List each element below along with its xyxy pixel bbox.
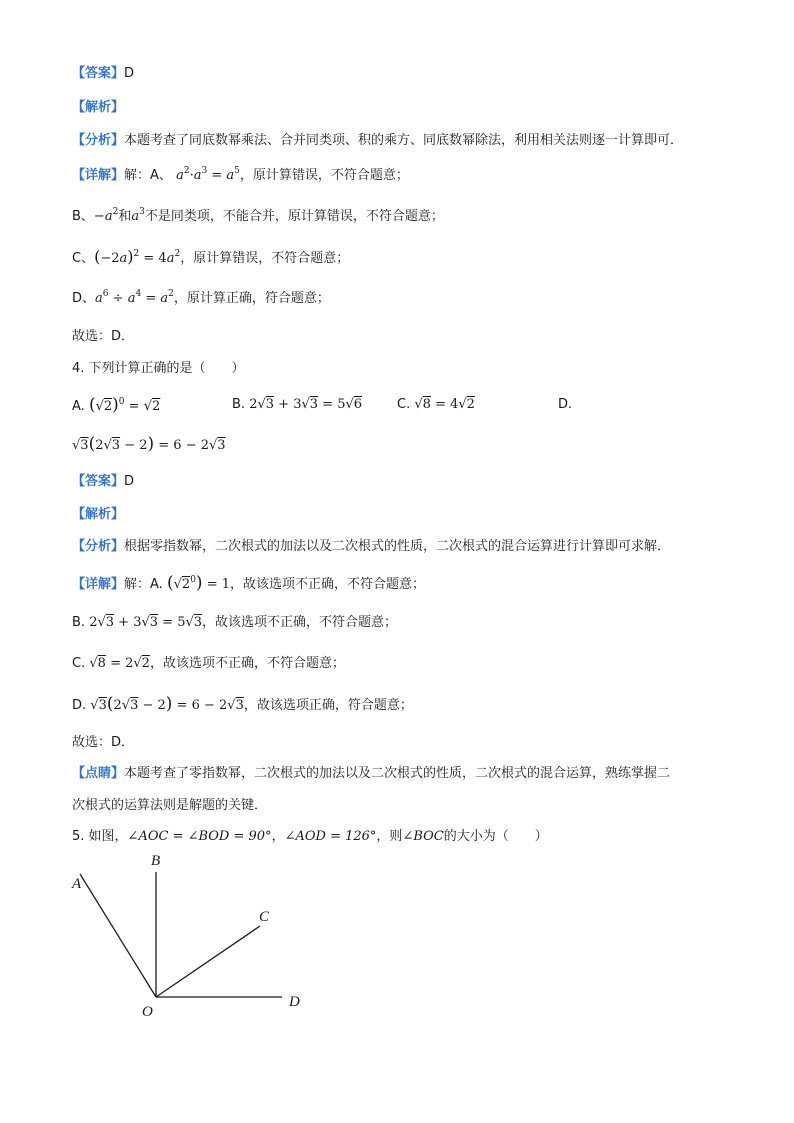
fenxi-text: 根据零指数幂，二次根式的加法以及二次根式的性质，二次根式的混合运算进行计算即可求解．: [124, 539, 671, 554]
detail-d-suffix: ，故该选项正确，符合题意；: [243, 698, 413, 713]
q4-option-d-formula: √3(2√3 − 2) = 6 − 2√3: [72, 434, 226, 454]
label-o: O: [142, 1004, 153, 1020]
q4-dianjing-line1: [72, 764, 670, 784]
analysis-tag: 【解析】: [72, 100, 125, 115]
option-c-formula: √8 = 4√2: [414, 397, 475, 412]
formula-b1: $-a^2$: [93, 207, 119, 224]
detail-d-formula: √3(2√3 − 2) = 6 − 2√3: [90, 694, 244, 714]
detail-a-prefix: 解：A、: [124, 168, 172, 183]
formula-c: $(-2a)^2 = 4a^2$: [94, 247, 181, 266]
q3-d-line: [72, 289, 330, 309]
q5-condition-1: ∠AOC = ∠BOD = 90°: [127, 829, 272, 844]
q3-b-line: [72, 207, 444, 227]
d-prefix: D、: [72, 291, 96, 306]
q4-answer-line: [72, 472, 134, 492]
ray-oc: [156, 926, 260, 997]
q4-option-a: [72, 395, 160, 417]
angle-figure: [60, 845, 320, 1030]
detail-a-suffix: ，故该选项不正确，不符合题意；: [230, 577, 426, 592]
q4-option-d-label: D.: [558, 397, 573, 412]
q3-detail-a-line: [72, 166, 409, 186]
ray-oa: [80, 874, 156, 997]
answer-value: D: [124, 66, 135, 81]
label-b: B: [151, 853, 161, 869]
answer-tag: 【答案】: [72, 474, 125, 489]
detail-a-suffix: ，原计算错误，不符合题意；: [239, 168, 409, 183]
option-a-label: A.: [72, 399, 85, 414]
detail-d-prefix: D.: [72, 698, 87, 713]
q4-detail-d-line: [72, 694, 413, 716]
label-a: A: [72, 876, 82, 892]
detail-b-prefix: B.: [72, 615, 86, 630]
formula-a: $a^2\cdot a^3 = a^5$: [176, 166, 240, 183]
q4-detail-a-line: [72, 573, 425, 595]
q5-separator: ，: [271, 829, 285, 844]
q4-option-c: [397, 395, 475, 415]
option-c-label: C.: [397, 397, 411, 412]
answer-value: D: [124, 474, 135, 489]
option-b-formula: 2√3 + 3√3 = 5√6: [249, 397, 363, 412]
fenxi-text: 本题考查了同底数幂乘法、合并同类项、积的乘方、同底数幂除法，利用相关法则逐一计算即可．: [124, 133, 684, 148]
detail-tag: 【详解】: [72, 168, 125, 183]
q5-stem-suffix: 的大小为（ ）: [443, 829, 548, 844]
detail-b-formula: 2√3 + 3√3 = 5√3: [89, 615, 203, 630]
q3-analysis-heading: [72, 98, 124, 118]
q5-condition-2: ∠AOD = 126°: [284, 829, 377, 844]
formula-d: $a^6 \div a^4 = a^2$: [95, 289, 174, 306]
q3-conclusion: 故选：D．: [72, 329, 135, 344]
q3-fenxi-line: [72, 131, 683, 151]
q4-dianjing-line2: 次根式的运算法则是解题的关键．: [72, 798, 268, 813]
q5-stem-mid: ，则: [376, 829, 403, 844]
fenxi-tag: 【分析】: [72, 133, 125, 148]
detail-a-prefix: 解：A.: [124, 577, 163, 592]
formula-b2: $a^3$: [131, 207, 145, 224]
c-prefix: C、: [72, 251, 95, 266]
q4-stem: 4. 下列计算正确的是（ ）: [72, 361, 245, 376]
detail-c-prefix: C.: [72, 656, 86, 671]
q5-target-angle: ∠BOC: [402, 829, 444, 844]
detail-c-formula: √8 = 2√2: [89, 656, 150, 671]
d-suffix: ，原计算正确，符合题意；: [173, 291, 330, 306]
fenxi-tag: 【分析】: [72, 539, 125, 554]
q4-analysis-heading: [72, 505, 124, 525]
label-d: D: [289, 994, 300, 1010]
b-prefix: B、: [72, 209, 94, 224]
detail-a-formula: $(√2^0) = 1$: [166, 573, 230, 593]
analysis-tag: 【解析】: [72, 507, 125, 522]
dianjing-text-1: 本题考查了零指数幂，二次根式的加法以及二次根式的性质，二次根式的混合运算，熟练掌握二: [124, 766, 671, 781]
c-suffix: ，原计算错误，不符合题意；: [180, 251, 350, 266]
option-a-formula: $(√2)^0 = √2$: [88, 395, 161, 415]
detail-b-suffix: ，故该选项不正确，不符合题意；: [202, 615, 398, 630]
option-b-label: B.: [232, 397, 246, 412]
q3-answer-line: [72, 64, 134, 84]
detail-tag: 【详解】: [72, 577, 125, 592]
label-c: C: [259, 909, 270, 925]
b-mid: 和: [118, 209, 132, 224]
q4-detail-b-line: [72, 613, 397, 633]
q5-stem: [72, 827, 548, 847]
q4-conclusion: 故选：D．: [72, 735, 135, 750]
answer-tag: 【答案】: [72, 66, 125, 81]
q4-fenxi-line: [72, 537, 670, 557]
b-suffix: 不是同类项，不能合并，原计算错误，不符合题意；: [144, 209, 444, 224]
detail-c-suffix: ，故该选项不正确，不符合题意；: [149, 656, 345, 671]
q5-stem-prefix: 5. 如图，: [72, 829, 128, 844]
q3-c-line: [72, 247, 349, 269]
q4-detail-c-line: [72, 654, 345, 674]
dianjing-tag: 【点睛】: [72, 766, 125, 781]
q4-option-b: [232, 395, 362, 415]
